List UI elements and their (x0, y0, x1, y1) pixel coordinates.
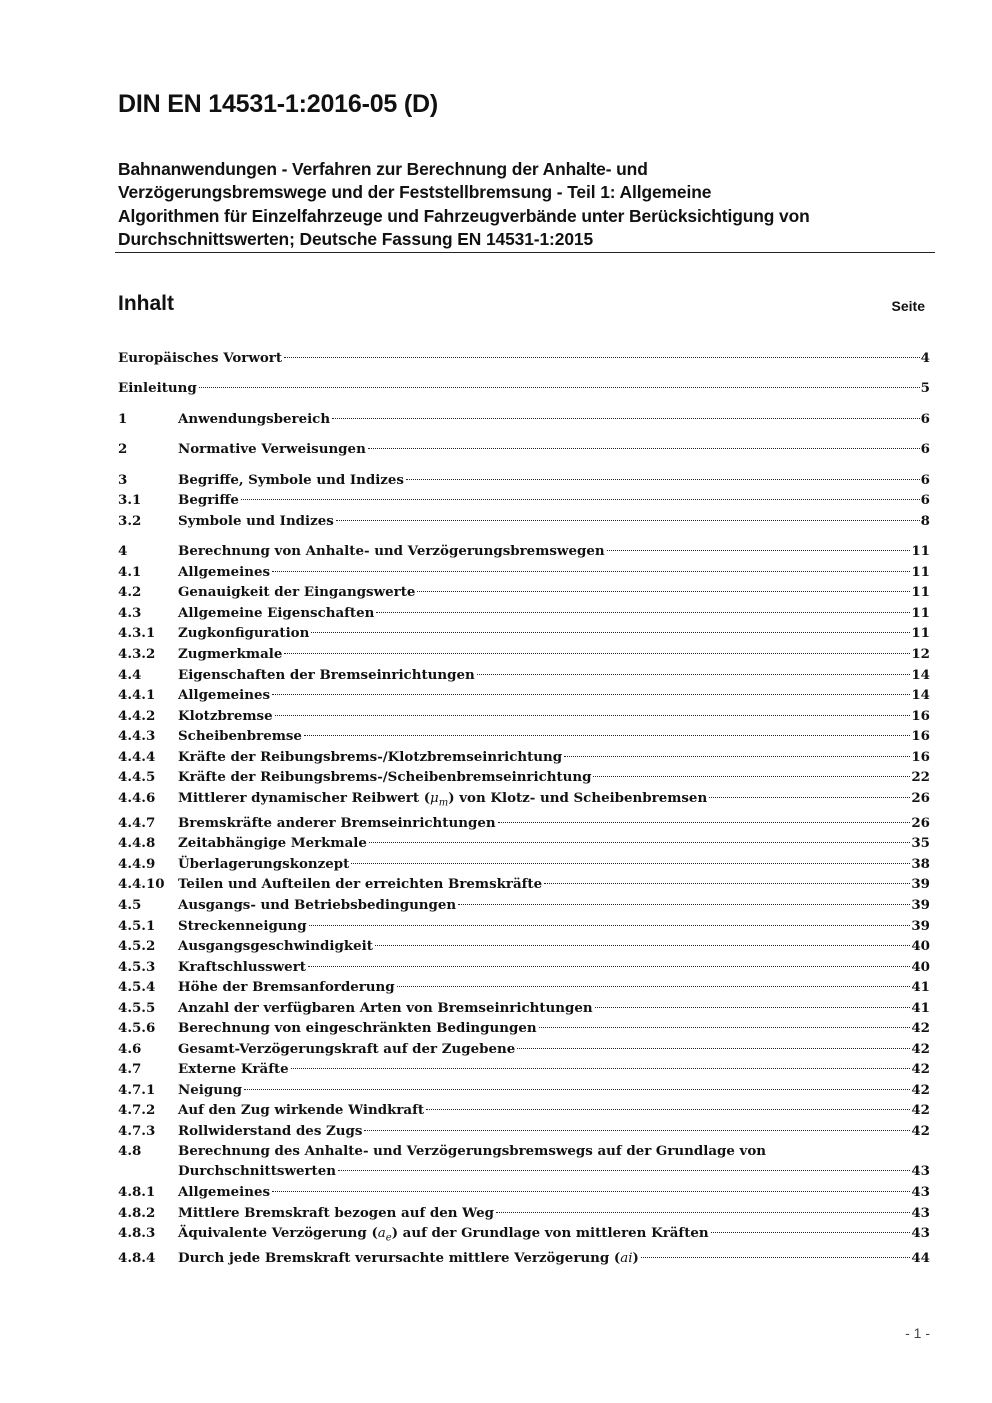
toc-entry[interactable] (118, 582, 930, 602)
toc-entry-number: 1 (118, 411, 128, 427)
toc-entry-title: Berechnung von Anhalte- und Verzögerungsbremswegen (178, 543, 605, 559)
toc-entry[interactable] (118, 957, 930, 977)
toc-leader-dots (338, 1170, 910, 1171)
toc-entry-title: Normative Verweisungen (178, 441, 366, 457)
toc-entry-number: 4.4.6 (118, 790, 156, 806)
toc-entry-page: 39 (911, 918, 930, 934)
toc-entry-number: 4.8.2 (118, 1205, 156, 1221)
toc-entry[interactable] (118, 1141, 930, 1181)
toc-entry-number: 4.8.4 (118, 1250, 156, 1266)
toc-leader-dots (595, 1007, 911, 1008)
toc-leader-dots (369, 842, 910, 843)
document-title-line: Bahnanwendungen - Verfahren zur Berechnung der Anhalte- und (118, 159, 648, 179)
toc-entry-page: 40 (911, 959, 930, 975)
toc-leader-dots (364, 1130, 910, 1131)
toc-entry-title: Gesamt-Verzögerungskraft auf der Zugebene (178, 1041, 516, 1057)
toc-entry-page: 43 (911, 1163, 930, 1179)
toc-entry-title: Allgemeines (178, 1184, 271, 1200)
toc-entry-number: 4.4.7 (118, 815, 156, 831)
toc-entry-page: 11 (911, 625, 930, 641)
toc-entry-page: 38 (911, 856, 930, 872)
toc-leader-dots (272, 571, 910, 572)
toc-entry[interactable] (118, 726, 930, 746)
toc-entry[interactable] (118, 767, 930, 787)
toc-entry[interactable] (118, 348, 930, 368)
toc-entry-page: 41 (911, 979, 930, 995)
toc-entry[interactable] (118, 409, 930, 429)
toc-entry[interactable] (118, 1059, 930, 1079)
toc-entry[interactable] (118, 685, 930, 705)
page-number: - 1 - (905, 1325, 930, 1341)
title-divider (115, 252, 935, 253)
toc-entry-page: 14 (911, 687, 930, 703)
toc-leader-dots (544, 883, 910, 884)
toc-entry-number: 4.3.2 (118, 646, 156, 662)
toc-entry-title: Einleitung (118, 380, 197, 396)
toc-entry-title: Kräfte der Reibungsbrems-/Scheibenbremseinrichtung (178, 769, 592, 785)
toc-entry-page: 43 (911, 1225, 930, 1241)
toc-entry-number: 4.3.1 (118, 625, 156, 641)
toc-heading: Inhalt (118, 292, 174, 315)
toc-entry[interactable] (118, 854, 930, 874)
toc-entry[interactable] (118, 470, 930, 490)
toc-entry-number: 4.6 (118, 1041, 142, 1057)
toc-entry-number: 4.7.2 (118, 1102, 156, 1118)
toc-entry-title: Berechnung von eingeschränkten Bedingungen (178, 1020, 537, 1036)
toc-entry[interactable] (118, 1121, 930, 1141)
toc-entry-page: 11 (911, 564, 930, 580)
toc-entry-page: 43 (911, 1184, 930, 1200)
toc-leader-dots (368, 448, 920, 449)
toc-entry-title: Begriffe, Symbole und Indizes (178, 472, 404, 488)
toc-entry-title: Mittlere Bremskraft bezogen auf den Weg (178, 1205, 494, 1221)
toc-leader-dots (304, 735, 910, 736)
toc-entry-number: 4.4.1 (118, 687, 156, 703)
document-code: DIN EN 14531-1:2016-05 (D) (118, 90, 438, 118)
toc-entry-number: 3.1 (118, 492, 142, 508)
toc-leader-dots (199, 387, 920, 388)
toc-entry[interactable] (118, 603, 930, 623)
toc-entry-title: Allgemeine Eigenschaften (178, 605, 375, 621)
toc-entry-page: 16 (911, 708, 930, 724)
toc-entry[interactable] (118, 1182, 930, 1202)
toc-leader-dots (564, 756, 910, 757)
toc-leader-dots (272, 694, 910, 695)
toc-entry[interactable] (118, 788, 930, 814)
toc-entry-page: 42 (911, 1020, 930, 1036)
toc-entry[interactable] (118, 439, 930, 459)
toc-entry-page: 16 (911, 749, 930, 765)
toc-leader-dots (351, 863, 910, 864)
toc-leader-dots (711, 1232, 911, 1233)
toc-leader-dots (641, 1257, 911, 1258)
toc-leader-dots (244, 1089, 910, 1090)
toc-entry-number: 4 (118, 543, 128, 559)
toc-entry-page: 26 (911, 790, 930, 806)
toc-entry-number: 4.2 (118, 584, 142, 600)
toc-entry-number: 4.4.8 (118, 835, 156, 851)
toc-entry-page: 44 (911, 1250, 930, 1266)
toc-entry-number: 4.8.3 (118, 1225, 156, 1241)
toc-entry[interactable] (118, 1223, 930, 1249)
toc-entry-page: 4 (920, 350, 930, 366)
toc-entry-title: Ausgangsgeschwindigkeit (178, 938, 373, 954)
toc-leader-dots (539, 1027, 911, 1028)
toc-entry-page: 6 (920, 472, 930, 488)
toc-entry-page: 6 (920, 441, 930, 457)
toc-entry-title: Neigung (178, 1082, 243, 1098)
toc-entry[interactable] (118, 511, 930, 531)
toc-leader-dots (332, 418, 920, 419)
toc-leader-dots (607, 550, 911, 551)
toc-entry-page: 43 (911, 1205, 930, 1221)
toc-entry-page: 11 (911, 605, 930, 621)
toc-entry-title: Berechnung des Anhalte- und Verzögerungsbremswegs auf der Grundlage von (178, 1143, 767, 1159)
toc-entry-title: Ausgangs- und Betriebsbedingungen (178, 897, 457, 913)
toc-entry-title: Durch jede Bremskraft verursachte mittlere Verzögerung (ai) (178, 1250, 639, 1266)
toc-entry-title: Allgemeines (178, 564, 271, 580)
toc-entry[interactable] (118, 665, 930, 685)
toc-entry-number: 4.4.5 (118, 769, 156, 785)
toc-leader-dots (458, 904, 910, 905)
toc-entry-number: 4.5.6 (118, 1020, 156, 1036)
toc-entry-page: 6 (920, 492, 930, 508)
document-title-line: Durchschnittswerten; Deutsche Fassung EN 14531-1:2015 (118, 228, 594, 249)
toc-page-column-label: Seite (891, 298, 925, 314)
toc-entry[interactable] (118, 1203, 930, 1223)
toc-entry-page: 39 (911, 876, 930, 892)
toc-entry-number: 4.4.10 (118, 876, 165, 892)
toc-entry-page: 14 (911, 667, 930, 683)
toc-entry-title: Genauigkeit der Eingangswerte (178, 584, 416, 600)
toc-entry-number: 4.5.1 (118, 918, 156, 934)
toc-entry[interactable] (118, 895, 930, 915)
toc-entry[interactable] (118, 623, 930, 643)
toc-leader-dots (517, 1048, 910, 1049)
toc-entry-title: Europäisches Vorwort (118, 350, 283, 366)
toc-leader-dots (593, 776, 910, 777)
toc-entry-title-continued-row (178, 1161, 930, 1181)
toc-entry-page: 40 (911, 938, 930, 954)
toc-entry[interactable] (118, 1039, 930, 1059)
toc-entry-number: 4.1 (118, 564, 142, 580)
toc-entry-number: 4.4.4 (118, 749, 156, 765)
toc-entry-number: 4.7.1 (118, 1082, 156, 1098)
toc-entry-number: 4.4.2 (118, 708, 156, 724)
toc-leader-dots (309, 925, 911, 926)
toc-leader-dots (241, 499, 920, 500)
toc-entry-title: Zugkonfiguration (178, 625, 310, 641)
toc-entry-title: Externe Kräfte (178, 1061, 289, 1077)
toc-entry-page: 12 (911, 646, 930, 662)
toc-entry-title: Zeitabhängige Merkmale (178, 835, 367, 851)
toc-leader-dots (308, 966, 910, 967)
toc-entry-page: 42 (911, 1061, 930, 1077)
toc-leader-dots (426, 1109, 910, 1110)
toc-leader-dots (397, 986, 911, 987)
toc-entry-title: Allgemeines (178, 687, 271, 703)
toc-leader-dots (311, 632, 910, 633)
toc-entry-number: 4.5.4 (118, 979, 156, 995)
toc-entry-page: 5 (920, 380, 930, 396)
toc-entry-title: Anzahl der verfügbaren Arten von Bremseinrichtungen (178, 1000, 593, 1016)
toc-entry-title: Durchschnittswerten (178, 1163, 336, 1179)
toc-entry-page: 26 (911, 815, 930, 831)
toc-entry[interactable] (118, 490, 930, 510)
toc-entry-page: 11 (911, 543, 930, 559)
toc-entry-number: 4.4 (118, 667, 142, 683)
toc-entry-number: 4.5.2 (118, 938, 156, 954)
toc-entry-page: 11 (911, 584, 930, 600)
toc-entry[interactable] (118, 541, 930, 561)
toc-entry[interactable] (118, 977, 930, 997)
toc-entry-number: 4.8 (118, 1143, 142, 1159)
document-title (118, 158, 934, 251)
toc-entry-title: Zugmerkmale (178, 646, 283, 662)
toc-entry-title-wrap (178, 1141, 930, 1181)
toc-entry[interactable] (118, 1100, 930, 1120)
toc-leader-dots (336, 520, 920, 521)
toc-entry[interactable] (118, 874, 930, 894)
toc-leader-dots (291, 1068, 911, 1069)
document-title-line: Algorithmen für Einzelfahrzeuge und Fahrzeugverbände unter Berücksichtigung von (118, 205, 810, 226)
toc-entry[interactable] (118, 833, 930, 853)
toc-entry[interactable] (118, 813, 930, 833)
toc-entry-number: 3.2 (118, 513, 142, 529)
toc-leader-dots (417, 591, 910, 592)
toc-entry-title: Teilen und Aufteilen der erreichten Bremskräfte (178, 876, 543, 892)
toc-entry-title: Überlagerungskonzept (178, 856, 350, 872)
toc-entry-number: 4.7 (118, 1061, 142, 1077)
toc-leader-dots (477, 674, 911, 675)
toc-entry-number: 3 (118, 472, 128, 488)
toc-entry-title: Auf den Zug wirkende Windkraft (178, 1102, 425, 1118)
toc-entry-page: 6 (920, 411, 930, 427)
toc-entry-number: 4.5.5 (118, 1000, 156, 1016)
toc-entry-title: Eigenschaften der Bremseinrichtungen (178, 667, 475, 683)
toc-entry-page: 39 (911, 897, 930, 913)
toc-entry-number: 4.3 (118, 605, 142, 621)
toc-entry-page: 16 (911, 728, 930, 744)
toc-leader-dots (709, 797, 910, 798)
toc-leader-dots (375, 945, 910, 946)
toc-entry[interactable] (118, 936, 930, 956)
toc-entry-page: 22 (911, 769, 930, 785)
toc-entry[interactable] (118, 706, 930, 726)
toc-entry[interactable] (118, 1018, 930, 1038)
toc-entry-number: 4.5 (118, 897, 142, 913)
toc-entry-number: 4.5.3 (118, 959, 156, 975)
toc-entry-number: 4.4.9 (118, 856, 156, 872)
toc-leader-dots (284, 357, 920, 358)
toc-entry[interactable] (118, 378, 930, 398)
toc-entry-title: Kraftschlusswert (178, 959, 306, 975)
toc-entry-page: 42 (911, 1102, 930, 1118)
document-title-line: Verzögerungsbremswege und der Feststellbremsung - Teil 1: Allgemeine (118, 182, 712, 203)
toc-entry-title: Streckenneigung (178, 918, 307, 934)
toc-entry-title: Klotzbremse (178, 708, 273, 724)
toc-entry[interactable] (118, 916, 930, 936)
toc-entry-number: 4.4.3 (118, 728, 156, 744)
toc-entry-page: 8 (920, 513, 930, 529)
toc-entry-title: Scheibenbremse (178, 728, 302, 744)
toc-entry-title: Äquivalente Verzögerung $(a_e)$ auf der Grundlage von mittleren Kräften (178, 1225, 709, 1244)
toc-leader-dots (406, 479, 920, 480)
toc-entry[interactable] (118, 644, 930, 664)
toc-entry[interactable] (118, 747, 930, 767)
toc-entry-title: Anwendungsbereich (178, 411, 331, 427)
toc-entry-number: 4.7.3 (118, 1123, 156, 1139)
toc-entry-title: Begriffe (178, 492, 239, 508)
toc-entry-page: 41 (911, 1000, 930, 1016)
toc-entry-page: 42 (911, 1082, 930, 1098)
toc-leader-dots (272, 1191, 910, 1192)
toc-entry-number: 2 (118, 441, 128, 457)
toc-entry-title: Bremskräfte anderer Bremseinrichtungen (178, 815, 496, 831)
toc-entry-title: Höhe der Bremsanforderung (178, 979, 395, 995)
toc-entry-title: Mittlerer dynamischer Reibwert $(\mu_m)$ von Klotz- und Scheibenbremsen (178, 790, 708, 809)
toc-entry[interactable] (118, 998, 930, 1018)
toc-entry-title: Rollwiderstand des Zugs (178, 1123, 363, 1139)
toc-entry-page: 42 (911, 1041, 930, 1057)
toc-leader-dots (376, 612, 910, 613)
toc-entry-page: 42 (911, 1123, 930, 1139)
toc-leader-dots (498, 822, 911, 823)
toc-leader-dots (275, 715, 911, 716)
toc-entry-page: 35 (911, 835, 930, 851)
toc-entry-number: 4.8.1 (118, 1184, 156, 1200)
toc-entry-title: Kräfte der Reibungsbrems-/Klotzbremseinrichtung (178, 749, 563, 765)
toc-entry[interactable] (118, 1080, 930, 1100)
toc-entry[interactable] (118, 562, 930, 582)
toc-entry[interactable] (118, 1248, 930, 1269)
toc-leader-dots (284, 653, 910, 654)
toc-entry-title: Symbole und Indizes (178, 513, 334, 529)
toc-leader-dots (496, 1212, 910, 1213)
